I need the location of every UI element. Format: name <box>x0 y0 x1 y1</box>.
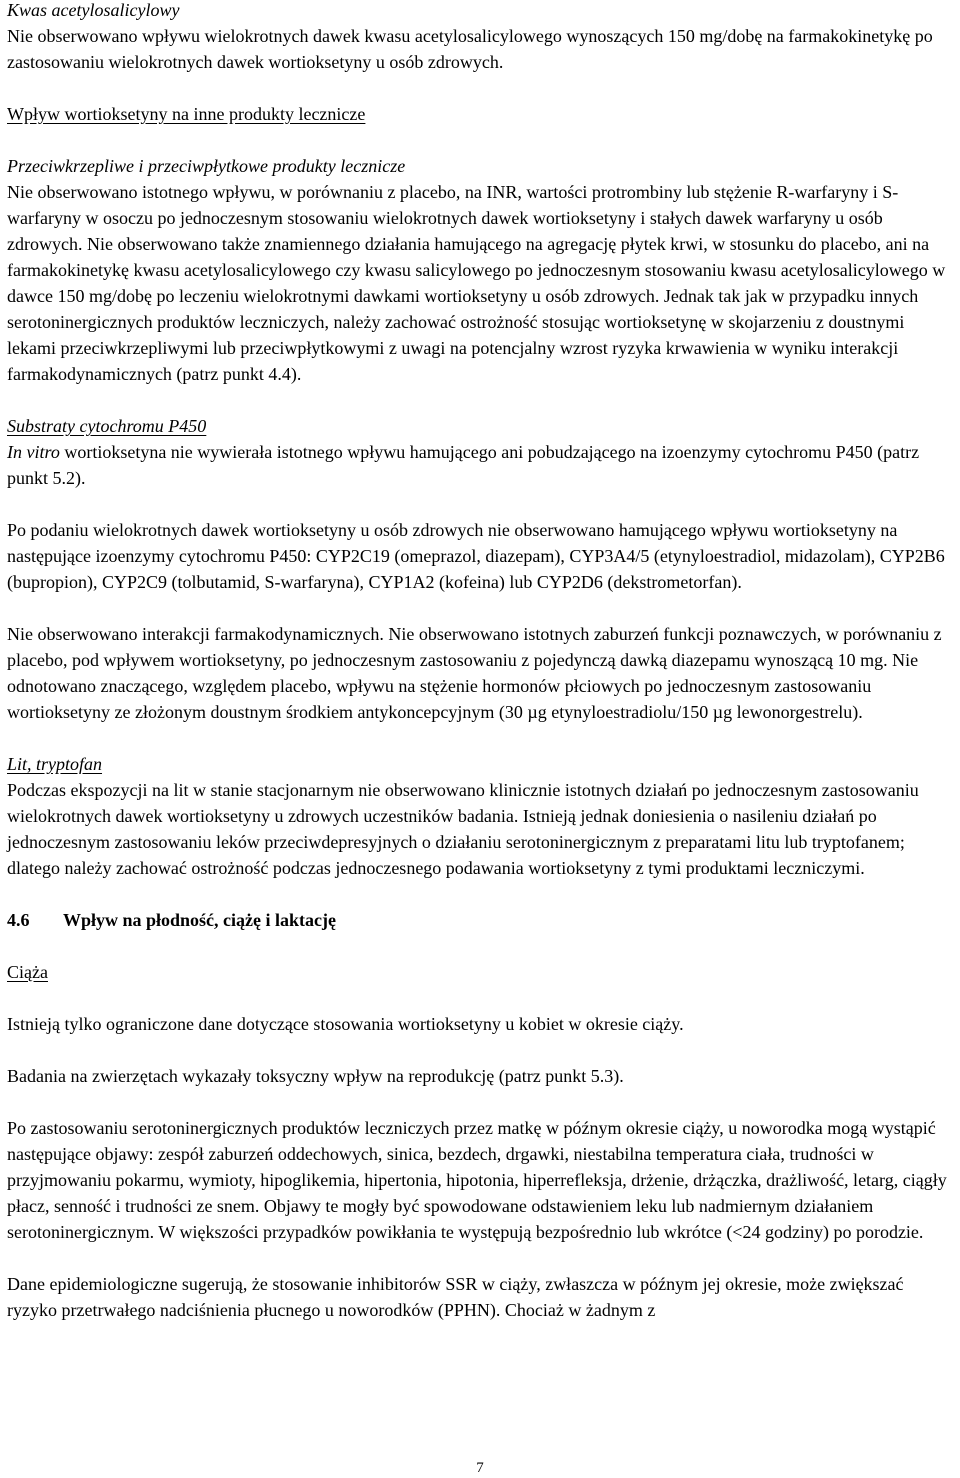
page-number: 7 <box>476 1460 484 1476</box>
pregnancy-paragraph-1: Istnieją tylko ograniczone dane dotyczące stosowania wortioksetyny u kobiet w okresie ciąży. <box>7 1014 684 1034</box>
section-title: Wpływ na płodność, ciążę i laktację <box>63 910 336 930</box>
cyp450-heading: Substraty cytochromu P450 <box>7 416 207 436</box>
pregnancy-paragraph-2: Badania na zwierzętach wykazały toksyczny wpływ na reprodukcję (patrz punkt 5.3). <box>7 1066 624 1086</box>
section-number: 4.6 <box>7 910 30 930</box>
document-page <box>7 0 951 1323</box>
aspirin-heading: Kwas acetylosalicylowy <box>7 0 180 20</box>
cyp450-paragraph-2: Po podaniu wielokrotnych dawek wortioksetyny u osób zdrowych nie obserwowano hamującego wpływu wortioksetyny na następujące izoenzymy cytochromu P450: CYP2C19 (omeprazol, diazepam), CYP3A4/5 (etynyloestradiol, midazolam), CYP2B6 (bupropion), CYP2C9 (tolbutamid, S-warfaryna), CYP1A2 (kofeina) lub CYP2D6 (dekstrometorfan). <box>7 520 945 592</box>
other-products-heading: Wpływ wortioksetyny na inne produkty lecznicze <box>7 104 366 124</box>
lithium-paragraph: Podczas ekspozycji na lit w stanie stacjonarnym nie obserwowano klinicznie istotnych działań po jednoczesnym zastosowaniu wielokrotnych dawek wortioksetyny u zdrowych uczestników badania. Istnieją jednak doniesienia o nasileniu działań po jednoczesnym zastosowaniu leków przeciwdepresyjnych o działaniu serotoninergicznym z preparatami litu lub tryptofanem; dlatego należy zachować ostrożność podczas jednoczesnego podawania wortioksetyny z tymi produktami leczniczymi. <box>7 780 919 878</box>
pregnancy-paragraph-3: Po zastosowaniu serotoninergicznych produktów leczniczych przez matkę w późnym okresie ciąży, u noworodka mogą wystąpić następujące objawy: zespół zaburzeń oddechowych, sinica, bezdech, drgawki, niestabilna temperatura ciała, trudności w przyjmowaniu pokarmu, wymioty, hipoglikemia, hipertonia, hipotonia, hiperrefleksja, drżenie, drżączka, drażliwość, letarg, ciągły płacz, senność i trudności ze snem. Objawy te mogły być spowodowane odstawieniem leku lub nadmiernym działaniem serotoninergicznym. W większości przypadków powikłania te występują bezpośrednio lub wkrótce (<24 godziny) po porodzie. <box>7 1118 947 1242</box>
anticoagulants-paragraph: Nie obserwowano istotnego wpływu, w porównaniu z placebo, na INR, wartości protrombiny lub stężenie R-warfaryny i S-warfaryny w osoczu po jednoczesnym stosowaniu wielokrotnych dawek wortioksetyny i stałych dawek warfaryny u osób zdrowych. Nie obserwowano także znamiennego działania hamującego na agregację płytek krwi, w stosunku do placebo, ani na farmakokinetykę kwasu acetylosalicylowego czy kwasu salicylowego po jednoczesnym stosowaniu kwasu acetylosalicylowego w dawce 150 mg/dobę po leczeniu wielokrotnymi dawkami wortioksetyny u osób zdrowych. Jednak tak jak w przypadku innych serotoninergicznych produktów leczniczych, należy zachować ostrożność stosując wortioksetynę w skojarzeniu z doustnymi lekami przeciwkrzepliwymi lub przeciwpłytkowymi z uwagi na potencjalny wzrost ryzyka krwawienia w wyniku interakcji farmakodynamicznych (patrz punkt 4.4). <box>7 182 946 384</box>
pregnancy-heading: Ciąża <box>7 962 48 982</box>
section-4-6-heading <box>7 907 951 933</box>
cyp450-paragraph <box>7 439 951 491</box>
anticoagulants-heading: Przeciwkrzepliwe i przeciwpłytkowe produkty lecznicze <box>7 156 406 176</box>
cyp450-paragraph-text: wortioksetyna nie wywierała istotnego wpływu hamującego ani pobudzającego na izoenzymy cytochromu P450 (patrz punkt 5.2). <box>7 442 920 488</box>
aspirin-paragraph: Nie obserwowano wpływu wielokrotnych dawek kwasu acetylosalicylowego wynoszących 150 mg/dobę na farmakokinetykę po zastosowaniu wielokrotnych dawek wortioksetyny u osób zdrowych. <box>7 26 933 72</box>
cyp450-paragraph-3: Nie obserwowano interakcji farmakodynamicznych. Nie obserwowano istotnych zaburzeń funkcji poznawczych, w porównaniu z placebo, pod wpływem wortioksetyny, po jednoczesnym zastosowaniu z pojedynczą dawką diazepamu wynoszącą 10 mg. Nie odnotowano znaczącego, względem placebo, wpływu na stężenie hormonów płciowych po jednoczesnym zastosowaniu wortioksetyny ze złożonym doustnym środkiem antykoncepcyjnym (30 µg etynyloestradiolu/150 µg lewonorgestrelu). <box>7 624 942 722</box>
in-vitro-term: In vitro <box>7 442 60 462</box>
pregnancy-paragraph-4: Dane epidemiologiczne sugerują, że stosowanie inhibitorów SSR w ciąży, zwłaszcza w późnym jej okresie, może zwiększać ryzyko przetrwałego nadciśnienia płucnego u noworodków (PPHN). Chociaż w żadnym z <box>7 1274 904 1320</box>
lithium-heading: Lit, tryptofan <box>7 754 103 774</box>
